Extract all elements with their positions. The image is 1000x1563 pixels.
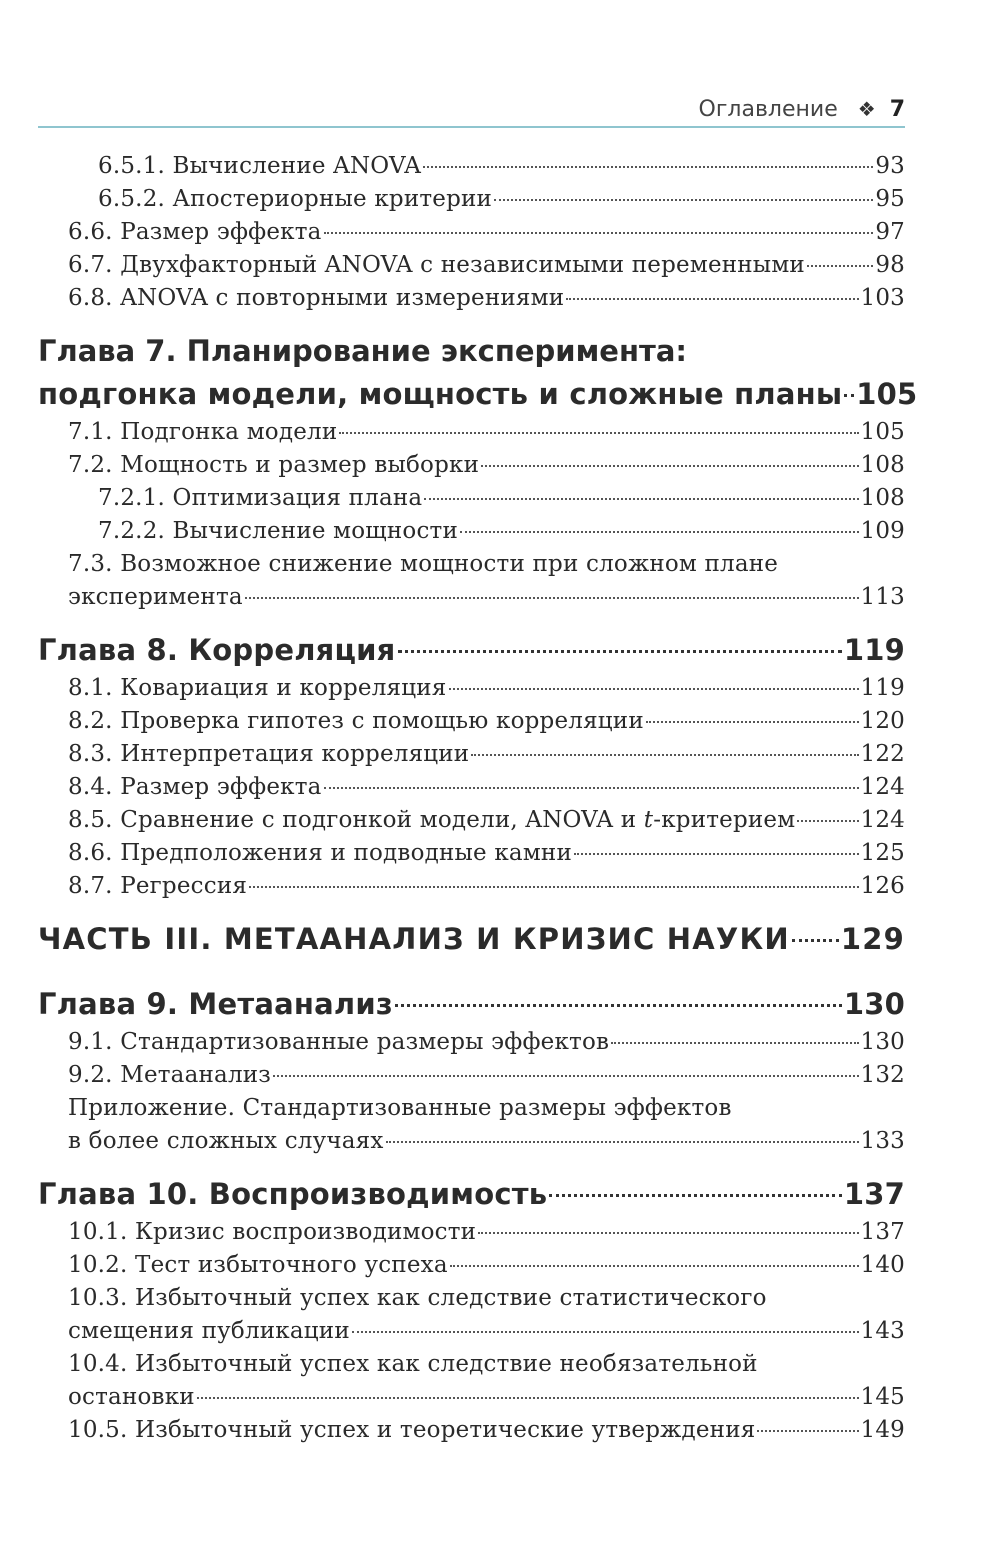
toc-entry[interactable]: 7.1. Подгонка модели 105 <box>68 419 905 445</box>
toc-entry[interactable]: 7.2.1. Оптимизация плана 108 <box>98 485 905 511</box>
toc-entry-line[interactable]: 10.4. Избыточный успех как следствие необязательной <box>68 1351 758 1377</box>
chapter-entry[interactable]: Глава 8. Корреляция 119 <box>38 633 905 667</box>
part-entry[interactable]: ЧАСТЬ III. МЕТААНАЛИЗ И КРИЗИС НАУКИ 129 <box>38 922 905 956</box>
section-title: Оглавление <box>698 96 838 122</box>
dot-leader <box>574 853 859 855</box>
running-header <box>38 92 905 126</box>
dot-leader <box>352 1331 859 1333</box>
toc-entry-line[interactable]: Приложение. Стандартизованные размеры эффектов <box>68 1095 732 1121</box>
toc-entry[interactable]: 9.2. Метаанализ 132 <box>68 1062 905 1088</box>
dot-leader <box>471 754 858 756</box>
dot-leader <box>611 1042 858 1044</box>
toc-entry[interactable]: 6.6. Размер эффекта 97 <box>68 219 905 245</box>
toc-entry[interactable]: 10.2. Тест избыточного успеха 140 <box>68 1252 905 1278</box>
header-rule <box>38 126 905 128</box>
dot-leader <box>566 298 858 300</box>
dot-leader <box>757 1430 858 1432</box>
toc-entry[interactable]: 6.5.1. Вычисление ANOVA 93 <box>98 153 905 179</box>
dot-leader <box>844 394 854 397</box>
toc-entry-line[interactable]: 10.3. Избыточный успех как следствие статистического <box>68 1285 767 1311</box>
toc-entry[interactable]: 9.1. Стандартизованные размеры эффектов 130 <box>68 1029 905 1055</box>
toc-entry[interactable]: 6.5.2. Апостериорные критерии 95 <box>98 186 905 212</box>
dot-leader <box>449 688 859 690</box>
chapter-title-line[interactable]: Глава 7. Планирование эксперимента: <box>38 334 687 368</box>
toc-entry[interactable]: 7.2. Мощность и размер выборки 108 <box>68 452 905 478</box>
dot-leader <box>398 650 842 653</box>
dot-leader <box>450 1265 859 1267</box>
page-number: 7 <box>889 96 905 122</box>
dot-leader <box>339 432 858 434</box>
toc-entry[interactable]: смещения публикации 143 <box>68 1318 905 1344</box>
toc-entry[interactable]: остановки 145 <box>68 1384 905 1410</box>
dot-leader <box>197 1397 859 1399</box>
dot-leader <box>273 1075 858 1077</box>
dot-leader <box>245 597 859 599</box>
dot-leader <box>324 787 859 789</box>
toc-entry[interactable]: в более сложных случаях 133 <box>68 1128 905 1154</box>
toc-entry[interactable]: 8.6. Предположения и подводные камни 125 <box>68 840 905 866</box>
chapter-entry[interactable]: Глава 10. Воспроизводимость 137 <box>38 1177 905 1211</box>
dot-leader <box>481 465 858 467</box>
dot-leader <box>324 232 874 234</box>
dot-leader <box>460 531 858 533</box>
dot-leader <box>424 498 858 500</box>
toc-entry[interactable]: 8.2. Проверка гипотез с помощью корреляции 120 <box>68 708 905 734</box>
dot-leader <box>494 199 873 201</box>
dot-leader <box>797 820 858 822</box>
dot-leader <box>646 721 859 723</box>
dot-leader <box>478 1232 858 1234</box>
ornament-icon: ❖ <box>857 97 876 121</box>
toc-entry[interactable]: 8.5. Сравнение с подгонкой модели, ANOVA и t-критерием 124 <box>68 807 905 833</box>
chapter-entry[interactable]: Глава 9. Метаанализ 130 <box>38 987 905 1021</box>
toc-entry[interactable]: 6.7. Двухфакторный ANOVA с независимыми переменными 98 <box>68 252 905 278</box>
toc-entry[interactable]: 8.4. Размер эффекта 124 <box>68 774 905 800</box>
dot-leader <box>423 166 873 168</box>
dot-leader <box>249 886 858 888</box>
table-of-contents <box>38 150 918 1447</box>
chapter-entry[interactable]: подгонка модели, мощность и сложные планы 105 <box>38 377 918 411</box>
dot-leader <box>807 265 873 267</box>
dot-leader <box>549 1194 842 1197</box>
toc-entry-line[interactable]: 7.3. Возможное снижение мощности при сложном плане <box>68 551 779 577</box>
dot-leader <box>792 939 839 942</box>
toc-entry[interactable]: 7.2.2. Вычисление мощности 109 <box>98 518 905 544</box>
toc-entry[interactable]: 6.8. ANOVA с повторными измерениями 103 <box>68 285 905 311</box>
toc-entry[interactable]: 8.1. Ковариация и корреляция 119 <box>68 675 905 701</box>
toc-entry[interactable]: 10.5. Избыточный успех и теоретические утверждения 149 <box>68 1417 905 1443</box>
toc-entry[interactable]: эксперимента 113 <box>68 584 905 610</box>
dot-leader <box>386 1141 859 1143</box>
toc-entry[interactable]: 8.7. Регрессия 126 <box>68 873 905 899</box>
toc-entry[interactable]: 8.3. Интерпретация корреляции 122 <box>68 741 905 767</box>
toc-entry[interactable]: 10.1. Кризис воспроизводимости 137 <box>68 1219 905 1245</box>
dot-leader <box>395 1004 842 1007</box>
